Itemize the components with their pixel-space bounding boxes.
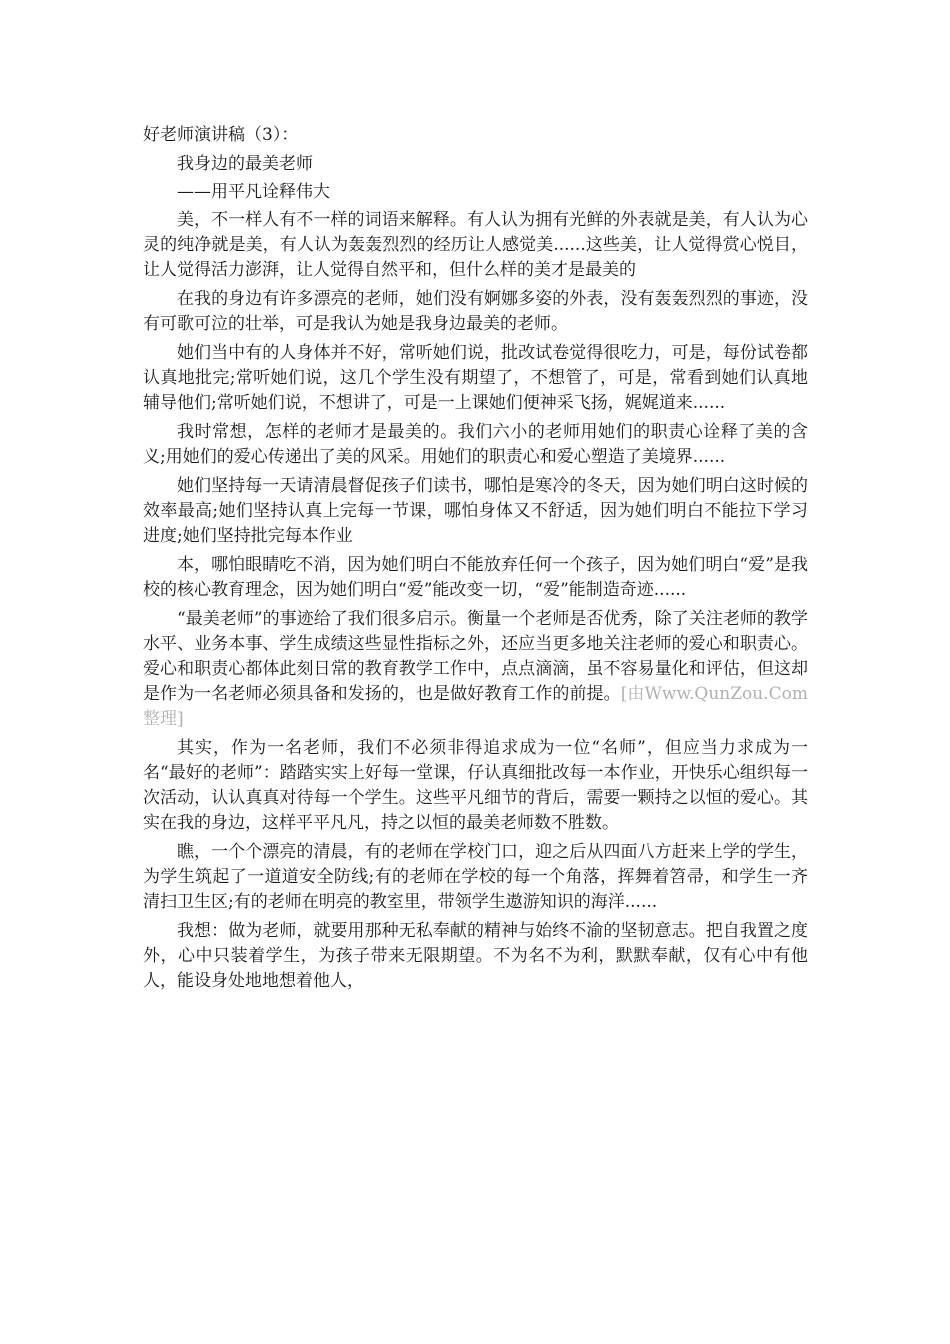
paragraph-7-text: “最美老师”的事迹给了我们很多启示。衡量一个老师是否优秀，除了关注老师的教学水平、业务本事、学生成绩这些显性指标之外，还应当更多地关注老师的爱心和职责心。爱心和职责心都体此刻日常的教育教学工作中，点点滴滴，虽不容易量化和评估，但这却是作为一名老师必须具备和发扬的，也是做好教育工作的前提。: [143, 609, 808, 704]
paragraph-4: 我时常想，怎样的老师才是最美的。我们六小的老师用她们的职责心诠释了美的含义;用她们的爱心传递出了美的风采。用她们的职责心和爱心塑造了美境界......: [143, 422, 808, 467]
paragraph-9: 瞧，一个个漂亮的清晨，有的老师在学校门口，迎之后从四面八方赶来上学的学生，为学生筑起了一道道安全防线;有的老师在学校的每一个角落，挥舞着笤帚，和学生一齐清扫卫生区;有的老师在明亮的教室里，带领学生遨游知识的海洋......: [143, 842, 808, 912]
paragraph-6: 本，哪怕眼睛吃不消，因为她们明白不能放弃任何一个孩子，因为她们明白“爱”是我校的核心教育理念，因为她们明白“爱”能改变一切，“爱”能制造奇迹......: [143, 555, 808, 600]
source-note: [由Www.QunZou.Com整理]: [143, 684, 808, 729]
paragraph-1: 美，不一样人有不一样的词语来解释。有人认为拥有光鲜的外表就是美，有人认为心灵的纯净就是美，有人认为轰轰烈烈的经历让人感觉美......这些美，让人觉得赏心悦目，让人觉得活力澎湃，让人觉得自然平和，但什么样的美才是最美的: [143, 210, 808, 280]
paragraph-2: 在我的身边有许多漂亮的老师，她们没有婀娜多姿的外表，没有轰轰烈烈的事迹，没有可歌可泣的壮举，可是我认为她是我身边最美的老师。: [143, 289, 808, 334]
document-subtitle: 我身边的最美老师: [177, 154, 313, 174]
document-title: 好老师演讲稿（3）：: [143, 125, 299, 145]
paragraph-7: [143, 607, 808, 732]
paragraph-5: 她们坚持每一天请清晨督促孩子们读书，哪怕是寒冷的冬天，因为她们明白这时候的效率最高;她们坚持认真上完每一节课，哪怕身体又不舒适，因为她们明白不能拉下学习进度;她们坚持批完每本作业: [143, 476, 808, 546]
document-page: [143, 117, 808, 998]
paragraph-10: 我想：做为老师，就要用那种无私奉献的精神与始终不渝的坚韧意志。把自我置之度外，心中只装着学生，为孩子带来无限期望。不为名不为利，默默奉献，仅有心中有他人，能设身处地地想着他人，: [143, 921, 808, 991]
document-subtitle-2: ——用平凡诠释伟大: [177, 182, 330, 202]
paragraph-8: 其实，作为一名老师，我们不必须非得追求成为一位“名师”，但应当力求成为一名“最好的老师”：踏踏实实上好每一堂课，仔认真细批改每一本作业，开快乐心组织每一次活动，认认真真对待每一个学生。这些平凡细节的背后，需要一颗持之以恒的爱心。其实在我的身边，这样平平凡凡，持之以恒的最美老师数不胜数。: [143, 738, 808, 833]
paragraph-3: 她们当中有的人身体并不好，常听她们说，批改试卷觉得很吃力，可是，每份试卷都认真地批完;常听她们说，这几个学生没有期望了，不想管了，可是，常看到她们认真地辅导他们;常听她们说，不想讲了，可是一上课她们便神采飞扬，娓娓道来......: [143, 343, 808, 413]
